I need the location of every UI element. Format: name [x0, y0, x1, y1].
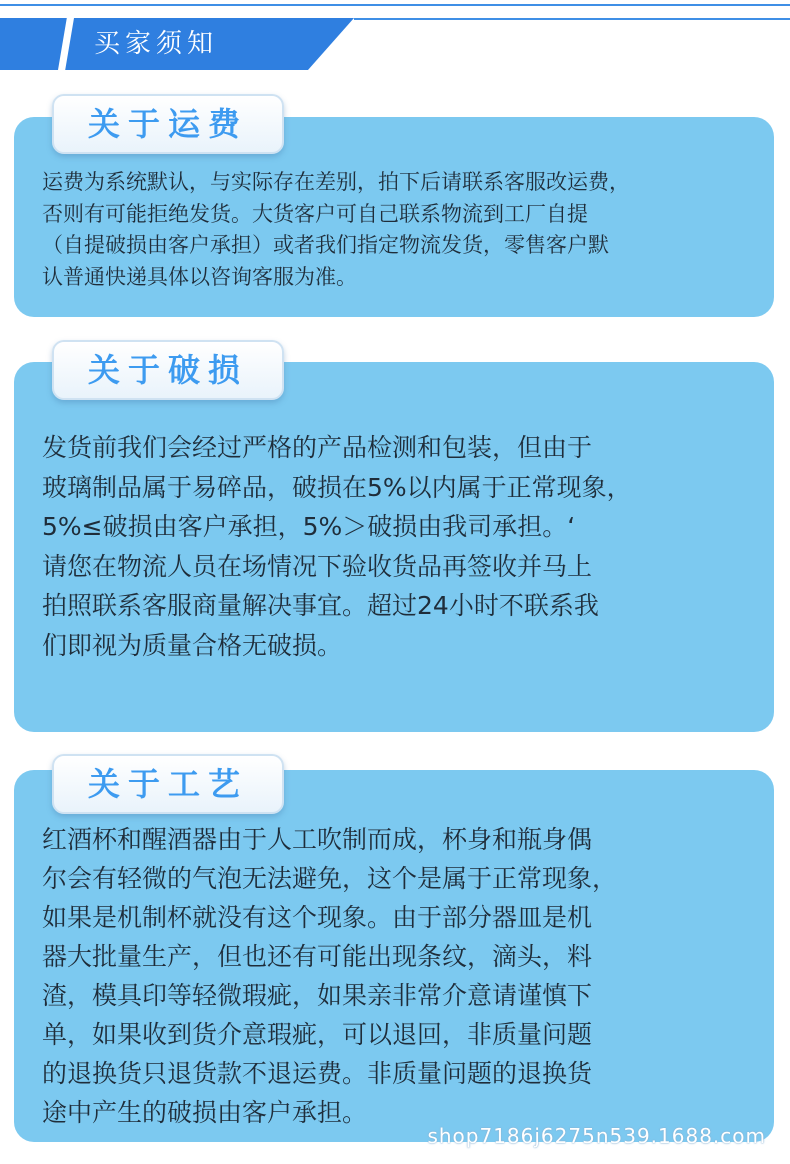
banner-title: 买家须知 [94, 29, 219, 59]
craft-card [14, 770, 774, 1142]
damage-card [14, 362, 774, 732]
damage-text: 发货前我们会经过严格的产品检测和包装，但由于 玻璃制品属于易碎品，破损在5%以内属于正常现象， 5%≤破损由客户承担，5%＞破损由我司承担。‘ 请您在物流人员在场情况下验收货品再签收并马上 拍照联系客服商量解决事宜。超过24小时不联系我 们即视为质量合格无破损。 [42, 433, 632, 660]
top-divider-line [0, 4, 790, 6]
craft-text: 红酒杯和醒酒器由于人工吹制而成，杯身和瓶身偶 尔会有轻微的气泡无法避免，这个是属于正常现象， 如果是机制杯就没有这个现象。由于部分器皿是机 器大批量生产，但也还有可能出现条纹，滴头，料 渣，模具印等轻微瑕疵，如果亲非常介意请谨慎下 单，如果收到货介意瑕疵，可以退回，非质量问题 的退换货只退货款不退运费。非质量问题的退换货 途中产生的破损由客户承担。 [42, 825, 618, 1127]
shipping-text: 运费为系统默认，与实际存在差别，拍下后请联系客服改运费， 否则有可能拒绝发货。大货客户可自己联系物流到工厂自提 （自提破损由客户承担）或者我们指定物流发货，零售客户默 认普通快递具体以咨询客服为准。 [42, 170, 630, 289]
craft-title-badge: 关于工艺 [52, 754, 284, 814]
damage-title-badge: 关于破损 [52, 340, 284, 400]
banner-divider-line [354, 18, 790, 20]
shop-watermark: shop7186j6275n539.1688.com [427, 1124, 766, 1148]
shipping-title-badge: 关于运费 [52, 94, 284, 154]
